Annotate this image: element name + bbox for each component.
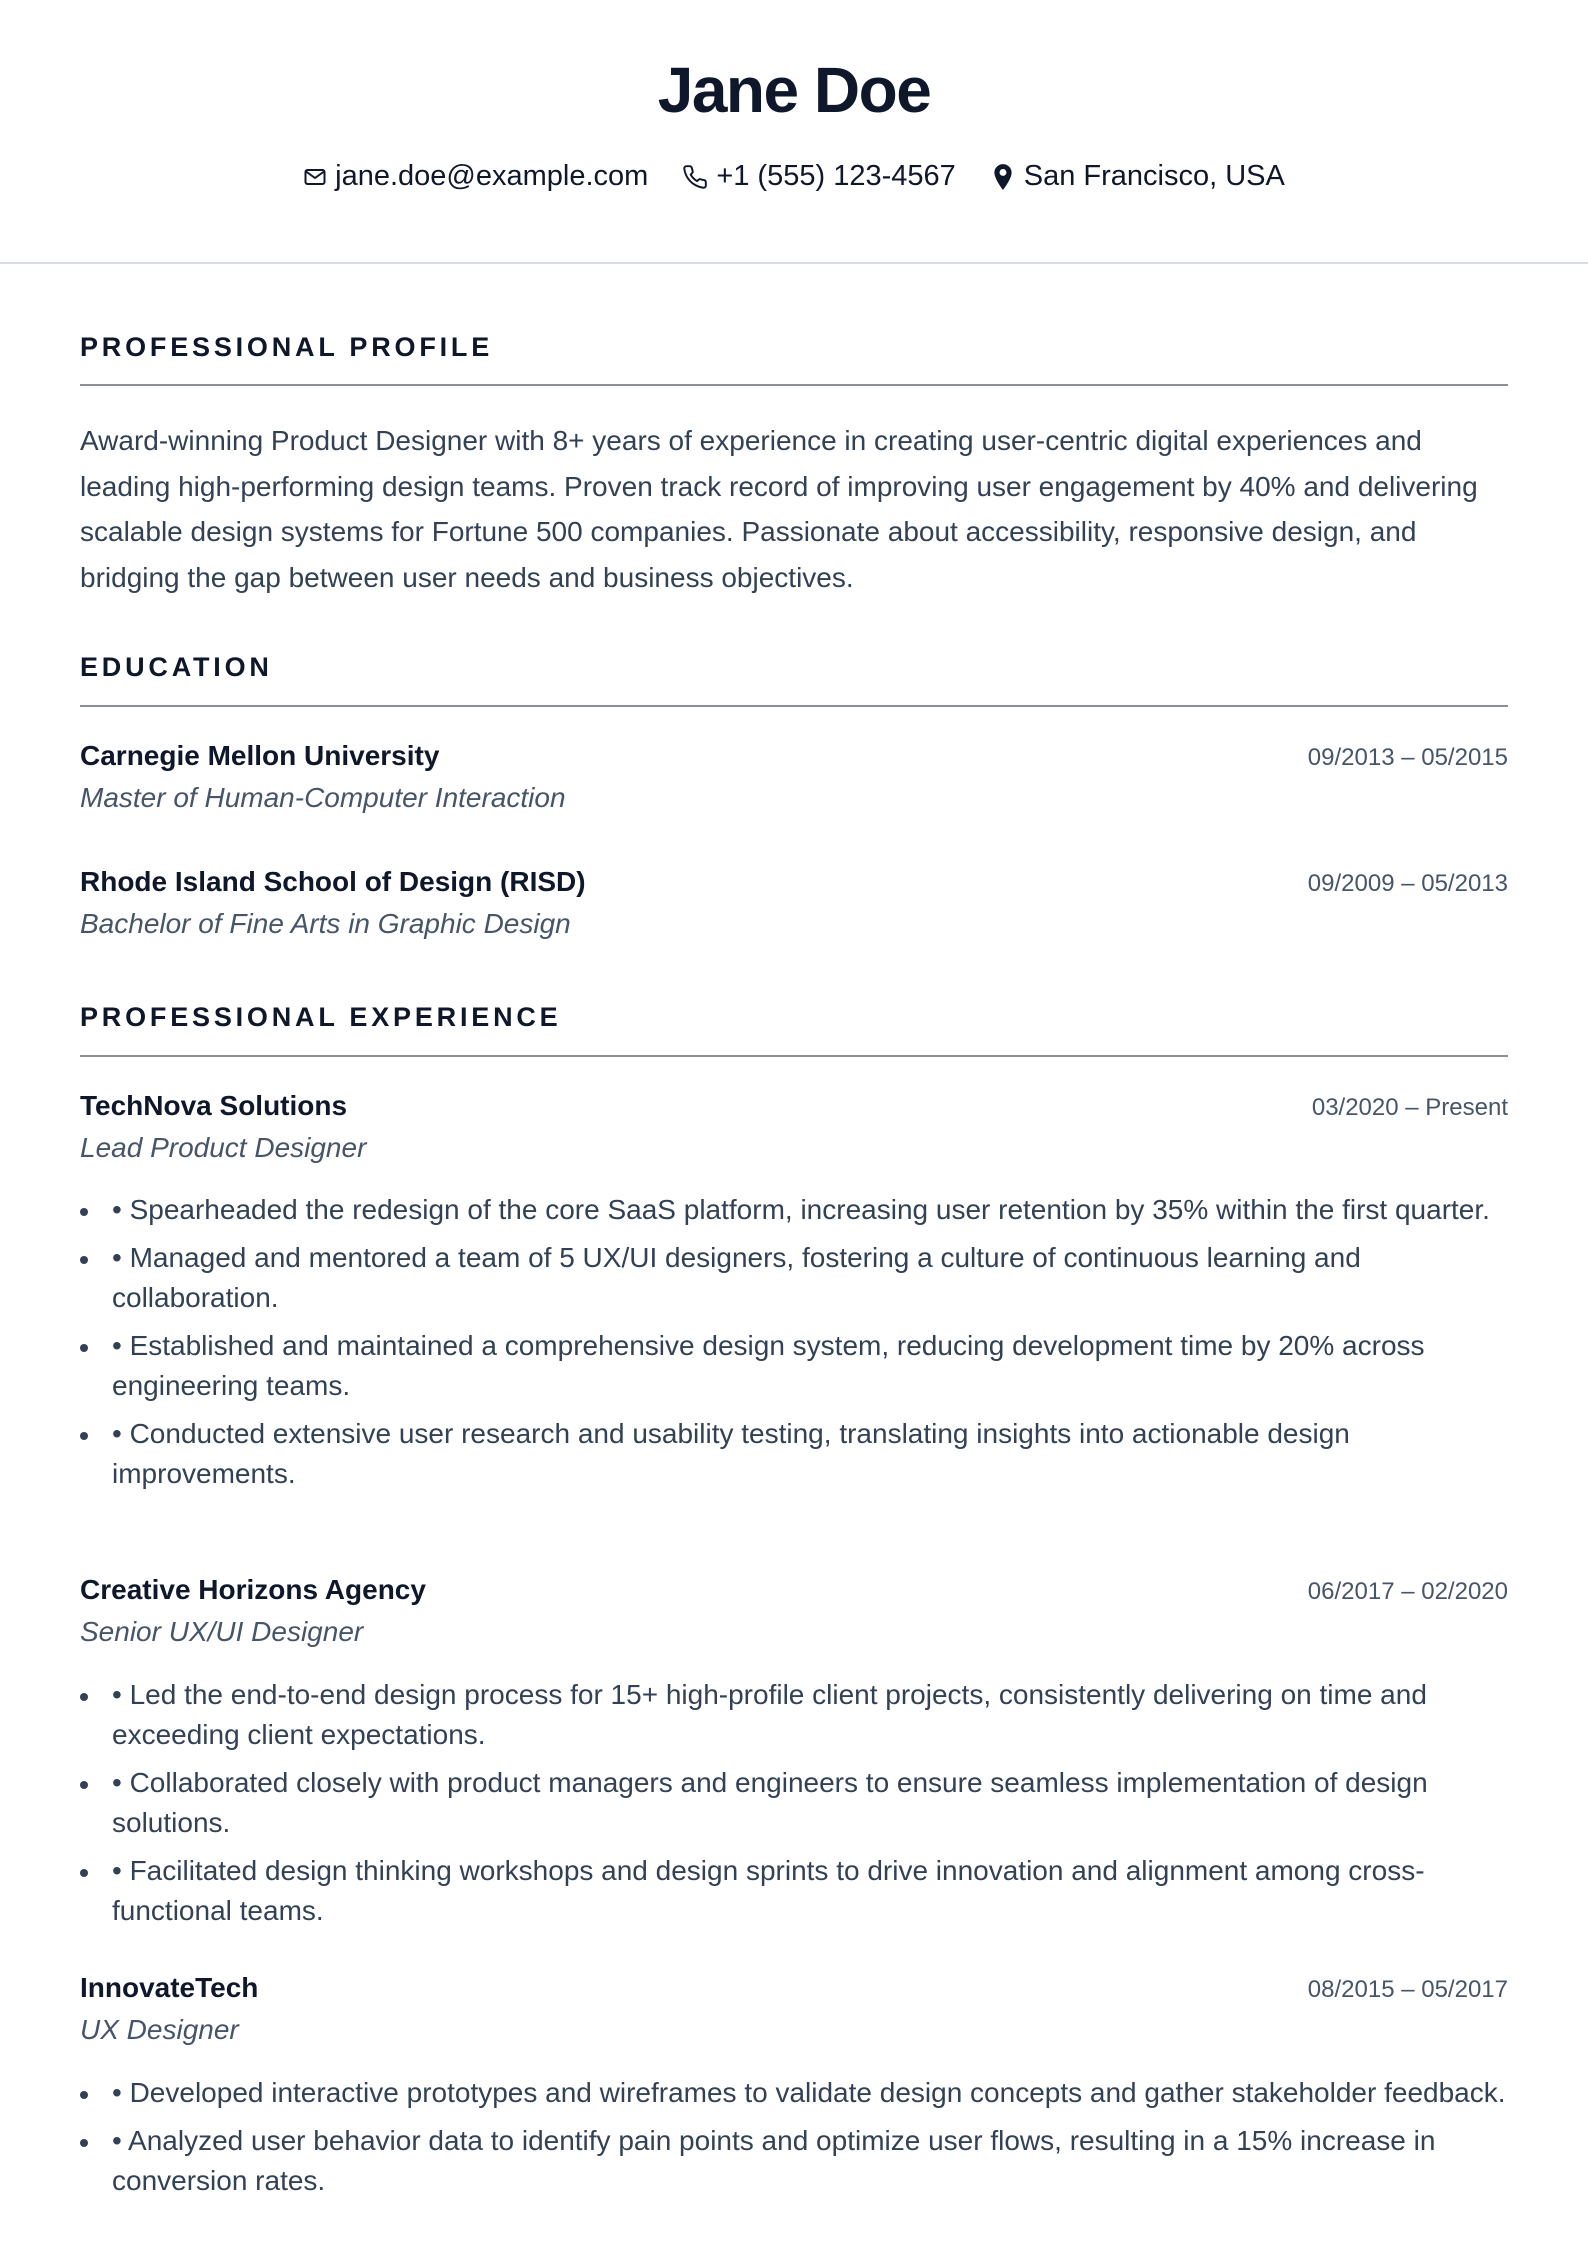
bullet-dot-icon: [80, 1693, 88, 1701]
education-entry: [80, 740, 1508, 772]
company-name: TechNova Solutions: [80, 1090, 348, 1121]
candidate-name: Jane Doe: [657, 54, 931, 126]
achievement-text: • Led the end-to-end design process for 15+ high-profile client projects, consistently delivering on time and exceeding client expectations.: [112, 1679, 1427, 1750]
contact-phone-text: +1 (555) 123-4567: [716, 160, 956, 192]
company-name: Creative Horizons Agency: [80, 1574, 426, 1605]
profile-summary: Award-winning Product Designer with 8+ years of experience in creating user-centric digital experiences and leading high-performing design teams. Proven track record of improving user engagement by 40% and delivering scalable design systems for Fortune 500 companies. Passionate about accessibility, responsive design, and bridging the gap between user needs and business objectives.: [80, 425, 1478, 593]
list-item: [80, 1414, 1508, 1494]
resume-header: [0, 0, 1588, 264]
phone-icon: [682, 164, 708, 190]
section-divider: [80, 384, 1508, 386]
contact-email-text: jane.doe@example.com: [335, 160, 649, 192]
school-name: Rhode Island School of Design (RISD): [80, 866, 586, 897]
list-item: [80, 1238, 1508, 1318]
achievement-text: • Analyzed user behavior data to identify pain points and optimize user flows, resulting in a 15% increase in conversion rates.: [112, 2125, 1436, 2196]
bullet-dot-icon: [80, 1256, 88, 1264]
contact-bar: [0, 160, 1588, 193]
section-divider: [80, 1055, 1508, 1057]
degree-name: Master of Human-Computer Interaction: [80, 782, 566, 813]
achievement-text: • Developed interactive prototypes and wireframes to validate design concepts and gather stakeholder feedback.: [112, 2077, 1506, 2108]
job-title: UX Designer: [80, 2014, 239, 2045]
list-item: [80, 1190, 1508, 1230]
contact-phone[interactable]: [682, 160, 955, 193]
bullet-dot-icon: [80, 1208, 88, 1216]
bullet-dot-icon: [80, 1344, 88, 1352]
list-item: [80, 1326, 1508, 1406]
section-divider: [80, 705, 1508, 707]
list-item: [80, 1763, 1508, 1843]
contact-email[interactable]: [303, 160, 648, 193]
bullet-dot-icon: [80, 1432, 88, 1440]
school-name: Carnegie Mellon University: [80, 740, 440, 771]
bullet-dot-icon: [80, 2139, 88, 2147]
list-item: [80, 2121, 1508, 2201]
section-title-profile: PROFESSIONAL PROFILE: [80, 332, 494, 362]
degree-name: Bachelor of Fine Arts in Graphic Design: [80, 908, 571, 939]
achievement-text: • Established and maintained a comprehensive design system, reducing development time by 20% across engineering teams.: [112, 1330, 1425, 1401]
list-item: [80, 1675, 1508, 1755]
education-entry: [80, 866, 1508, 898]
bullet-dot-icon: [80, 1781, 88, 1789]
achievement-text: • Collaborated closely with product managers and engineers to ensure seamless implementation of design solutions.: [112, 1767, 1428, 1838]
achievement-list: [80, 1190, 1508, 1502]
education-dates: 09/2013 – 05/2015: [1307, 744, 1508, 771]
achievement-text: • Facilitated design thinking workshops and design sprints to drive innovation and alignment among cross-functional teams.: [112, 1855, 1425, 1926]
location-pin-icon: [990, 163, 1016, 191]
education-dates: 09/2009 – 05/2013: [1307, 870, 1508, 897]
achievement-list: [80, 2073, 1508, 2209]
contact-location-text: San Francisco, USA: [1023, 160, 1285, 192]
job-title: Lead Product Designer: [80, 1132, 367, 1163]
list-item: [80, 1851, 1508, 1931]
company-name: InnovateTech: [80, 1972, 259, 2003]
achievement-text: • Conducted extensive user research and usability testing, translating insights into actionable design improvements.: [112, 1418, 1350, 1489]
achievement-text: • Managed and mentored a team of 5 UX/UI designers, fostering a culture of continuous learning and collaboration.: [112, 1242, 1361, 1313]
achievement-text: • Spearheaded the redesign of the core SaaS platform, increasing user retention by 35% within the first quarter.: [112, 1194, 1490, 1225]
section-title-education: EDUCATION: [80, 652, 273, 682]
mail-icon: [303, 165, 327, 189]
list-item: [80, 2073, 1508, 2113]
job-dates: 08/2015 – 05/2017: [1307, 1976, 1508, 2003]
experience-entry: [80, 1972, 1508, 2004]
job-dates: 03/2020 – Present: [1311, 1094, 1508, 1121]
contact-location: [990, 160, 1285, 193]
achievement-list: [80, 1675, 1508, 1939]
section-title-experience: PROFESSIONAL EXPERIENCE: [80, 1002, 562, 1032]
job-title: Senior UX/UI Designer: [80, 1616, 364, 1647]
job-dates: 06/2017 – 02/2020: [1307, 1578, 1508, 1605]
experience-entry: [80, 1090, 1508, 1122]
experience-entry: [80, 1574, 1508, 1606]
bullet-dot-icon: [80, 1869, 88, 1877]
bullet-dot-icon: [80, 2091, 88, 2099]
